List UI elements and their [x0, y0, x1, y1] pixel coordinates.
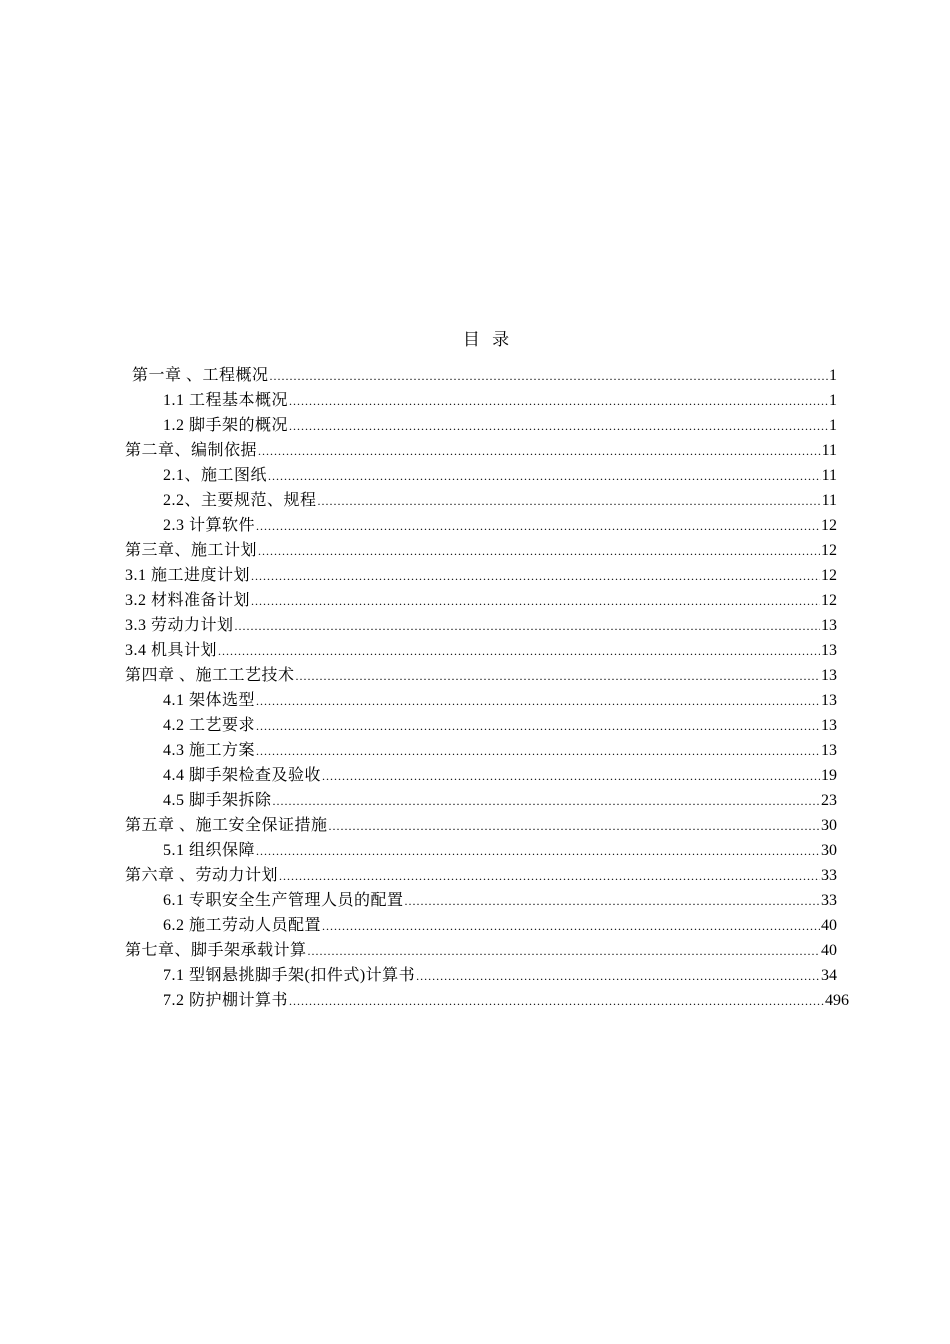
toc-entry-label: 1.2 脚手架的概况 [163, 417, 289, 434]
toc-dot-leader [251, 564, 820, 589]
toc-entry[interactable] [125, 363, 837, 388]
toc-entry-label: 2.2、主要规范、规程 [163, 492, 317, 509]
toc-entry[interactable] [125, 613, 837, 638]
toc-entry[interactable] [125, 863, 837, 888]
toc-dot-leader [235, 614, 820, 639]
toc-entry[interactable] [125, 663, 837, 688]
toc-entry[interactable] [125, 788, 837, 813]
toc-entry[interactable] [125, 713, 837, 738]
toc-dot-leader [251, 589, 820, 614]
toc-entry-label: 第六章 、劳动力计划 [125, 867, 279, 884]
toc-entry[interactable] [125, 688, 837, 713]
toc-entry-page-number: 40 [821, 917, 837, 934]
toc-entry[interactable] [125, 513, 837, 538]
toc-entry-page-number: 12 [821, 517, 837, 534]
toc-entry-label: 第五章 、施工安全保证措施 [125, 817, 328, 834]
toc-entry[interactable] [125, 763, 837, 788]
toc-title: 目 录 [462, 330, 514, 349]
toc-entry-label: 4.4 脚手架检查及验收 [163, 767, 322, 784]
toc-entry-page-number: 34 [821, 967, 837, 984]
toc-entry[interactable] [125, 438, 837, 463]
toc-entry[interactable] [125, 913, 837, 938]
toc-entry-label: 5.1 组织保障 [163, 842, 256, 859]
toc-dot-leader [256, 739, 820, 764]
toc-entry[interactable] [125, 388, 837, 413]
toc-dot-leader [218, 639, 820, 664]
toc-entry-page-number: 12 [821, 592, 837, 609]
toc-entry-label: 第四章 、施工工艺技术 [125, 667, 295, 684]
toc-entry-label: 2.1、施工图纸 [163, 467, 268, 484]
toc-entry-page-number: 11 [821, 492, 837, 509]
toc-entry-page-number: 13 [821, 692, 837, 709]
toc-entry-label: 3.1 施工进度计划 [125, 567, 251, 584]
toc-entry-label: 3.4 机具计划 [125, 642, 218, 659]
toc-entry[interactable] [125, 813, 837, 838]
toc-entry-page-number: 33 [821, 867, 837, 884]
toc-dot-leader [289, 989, 824, 1014]
toc-dot-leader [322, 764, 820, 789]
toc-entry-page-number: 19 [821, 767, 837, 784]
toc-entry-label: 6.2 施工劳动人员配置 [163, 917, 322, 934]
toc-dot-leader [329, 814, 820, 839]
toc-entry-page-number: 13 [821, 667, 837, 684]
toc-dot-leader [258, 439, 821, 464]
toc-entry[interactable] [125, 463, 837, 488]
toc-entry[interactable] [125, 888, 837, 913]
toc-entry-label: 第二章、编制依据 [125, 442, 258, 459]
toc-entry[interactable] [125, 838, 837, 863]
toc-dot-leader [322, 914, 820, 939]
toc-entry-label: 4.5 脚手架拆除 [163, 792, 272, 809]
toc-entry[interactable] [125, 988, 849, 1013]
toc-entry-page-number: 30 [821, 842, 837, 859]
toc-entry[interactable] [125, 538, 837, 563]
toc-entry-page-number: 13 [821, 617, 837, 634]
toc-entry[interactable] [125, 738, 837, 763]
toc-dot-leader [268, 464, 821, 489]
toc-entry-label: 4.1 架体选型 [163, 692, 256, 709]
toc-entry-label: 第一章 、工程概况 [132, 367, 269, 384]
toc-entry-label: 3.2 材料准备计划 [125, 592, 251, 609]
toc-dot-leader [296, 664, 820, 689]
toc-entry-label: 2.3 计算软件 [163, 517, 256, 534]
toc-entry[interactable] [125, 488, 837, 513]
toc-dot-leader [308, 939, 820, 964]
toc-dot-leader [289, 389, 828, 414]
toc-entry-page-number: 1 [829, 392, 837, 409]
toc-dot-leader [256, 714, 820, 739]
toc-entry-label: 第三章、施工计划 [125, 542, 258, 559]
toc-entry-page-number: 11 [821, 467, 837, 484]
toc-entry[interactable] [125, 588, 837, 613]
toc-entry[interactable] [125, 563, 837, 588]
toc-entry[interactable] [125, 638, 837, 663]
toc-entry-page-number: 30 [821, 817, 837, 834]
toc-entry-label: 7.1 型钢悬挑脚手架(扣件式)计算书 [163, 967, 416, 984]
toc-entry-page-number: 1 [829, 367, 837, 384]
toc-entry[interactable] [125, 938, 837, 963]
toc-entry-page-number: 1 [829, 417, 837, 434]
toc-dot-leader [279, 864, 820, 889]
toc-dot-leader [258, 539, 820, 564]
toc-entry-label: 3.3 劳动力计划 [125, 617, 234, 634]
toc-entry-label: 6.1 专职安全生产管理人员的配置 [163, 892, 404, 909]
toc-entry-page-number: 12 [821, 542, 837, 559]
toc-entry-label: 4.2 工艺要求 [163, 717, 256, 734]
toc-entry-page-number: 496 [825, 992, 849, 1009]
toc-entry-label: 4.3 施工方案 [163, 742, 256, 759]
toc-entry-page-number: 11 [821, 442, 837, 459]
toc-entry-label: 1.1 工程基本概况 [163, 392, 289, 409]
toc-entry-page-number: 13 [821, 742, 837, 759]
toc-entry-page-number: 13 [821, 642, 837, 659]
toc-entry-page-number: 12 [821, 567, 837, 584]
toc-entry[interactable] [125, 963, 837, 988]
toc-entry-label: 7.2 防护棚计算书 [163, 992, 289, 1009]
toc-entry-page-number: 40 [821, 942, 837, 959]
toc-dot-leader [256, 839, 820, 864]
toc-entry[interactable] [125, 413, 837, 438]
table-of-contents [125, 363, 849, 1013]
toc-entry-page-number: 23 [821, 792, 837, 809]
toc-dot-leader [405, 889, 820, 914]
toc-entry-page-number: 13 [821, 717, 837, 734]
toc-entry-page-number: 33 [821, 892, 837, 909]
toc-dot-leader [289, 414, 828, 439]
toc-dot-leader [270, 364, 828, 389]
toc-dot-leader [416, 964, 820, 989]
toc-dot-leader [318, 489, 821, 514]
toc-dot-leader [256, 514, 820, 539]
toc-entry-label: 第七章、脚手架承载计算 [125, 942, 307, 959]
toc-dot-leader [273, 789, 820, 814]
toc-dot-leader [256, 689, 820, 714]
